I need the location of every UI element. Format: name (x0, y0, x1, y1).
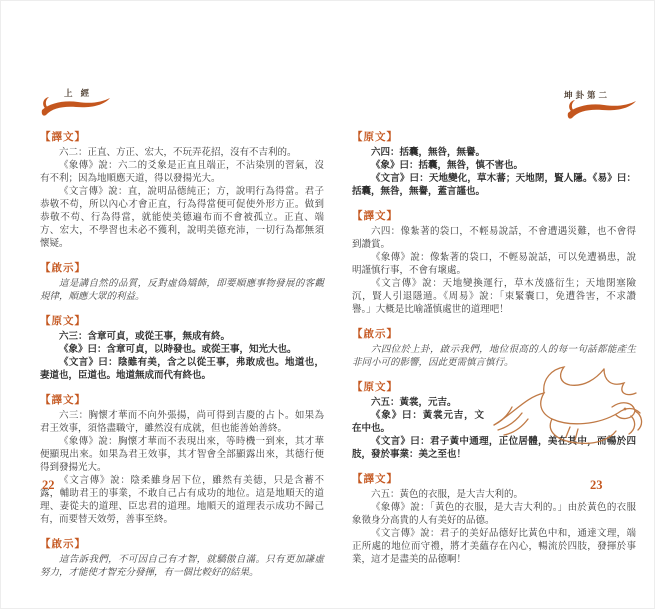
paragraph: 六四：括囊，無咎，無譽。 (371, 148, 486, 158)
section-label: 【譯文】 (40, 132, 86, 143)
paragraph: 《文言》曰：天地變化，草木蕃；天地閉，賢人隱。《易》曰：括囊，無咎，無譽，蓋言謹也。 (352, 174, 636, 197)
page-left (40, 86, 324, 580)
section-label: 【啟示】 (352, 329, 398, 340)
dragon-illustration (486, 363, 646, 459)
paragraph: 《文言》曰：君子黃中通理，正位居體，美在其中，而暢於四肢，發於事業：美之至也！ (352, 437, 636, 460)
section-translation-63 (40, 392, 324, 527)
paragraph: 六三：胸懷才華而不向外張揚，尚可得到吉慶的占卜。如果為君王效事，須恪盡職守，雖然沒有成就，但也能善始善終。 (40, 411, 324, 434)
paragraph: 《象傳》說：胸懷才華而不表現出來，等時機一到來，其才華便顯現出來。如果為君王效事，其才智會全部顯露出來，其德行便得到發揚光大。 (40, 437, 324, 473)
section-original-64 (352, 129, 636, 199)
section-translation-62 (40, 129, 324, 251)
paragraph: 《象》曰：黃裳元吉，文在中也。 (352, 411, 484, 434)
section-insight-63 (40, 536, 324, 580)
paragraph: 《文言傳》說：直，說明品德純正；方，說明行為得當。君子恭敬不苟，所以內心才會正直，行為得當便可促使外形方正。做到恭敬不苟、行為得當，就能使美德遍布而不會被孤立。正直、端方、宏大，不學習也未必不獲利，說明美德充沛，一切行為都無須懷疑。 (40, 187, 324, 249)
paragraph: 六四位於上卦，啟示我們，地位很高的人的每一句話都能產生非同小可的影響，因此更需慎言慎行。 (352, 345, 636, 368)
paragraph: 《象傳》說：六二的爻象是正直且端正，不沾染別的習氣，沒有不利；因為地順應天道，得以發揚光大。 (40, 161, 324, 184)
paragraph: 六三：含章可貞，或從王事，無成有終。 (59, 332, 231, 342)
section-label: 【譯文】 (352, 211, 398, 222)
section-original-65 (352, 379, 636, 462)
section-translation-64 (352, 208, 636, 317)
paragraph: 《象》曰：括囊，無咎，慎不害也。 (371, 161, 524, 171)
section-label: 【譯文】 (40, 395, 86, 406)
paragraph: 《文言》曰：陰雖有美，含之以從王事，弗敢成也。地道也，妻道也，臣道也。地道無成而代有終也。 (40, 358, 324, 381)
paragraph: 六四：像紮著的袋口，不輕易說話，不會遭遇災難，也不會得到讚賞。 (352, 227, 636, 250)
paragraph: 六五：黃色的衣服，是大吉大利的。 (371, 490, 524, 500)
section-label: 【原文】 (352, 382, 398, 393)
page-header-left (40, 86, 324, 120)
chapter-label-left: 上 經 (64, 88, 93, 98)
header-flourish-icon (566, 99, 638, 121)
section-insight-62 (40, 260, 324, 304)
paragraph: 這是講自然的品質，反對虛偽矯飾，即要順應事物發展的客觀規律，順應大眾的利益。 (40, 279, 324, 302)
paragraph: 《象傳》說：像紮著的袋口，不輕易說話，可以免遭禍患，說明謹慎行事，不會有壞處。 (352, 253, 636, 276)
page-header-right (352, 86, 636, 120)
chapter-label-right: 坤卦第二 (563, 90, 610, 100)
section-label: 【原文】 (40, 316, 86, 327)
paragraph: 六五：黃裳，元吉。 (371, 398, 457, 408)
section-original-63 (40, 313, 324, 383)
page-number-right: 23 (590, 478, 603, 492)
paragraph: 這告訴我們，不可因自己有才智，就驕傲自滿。只有更加謙虛努力，才能使才智充分發揮，有一個比較好的結果。 (40, 555, 324, 578)
paragraph: 六二：正直、方正、宏大，不玩弄花招，沒有不吉利的。 (59, 148, 297, 158)
page-number-left: 22 (42, 478, 55, 492)
paragraph: 《象傳》說：「黃色的衣服，是大吉大利的。」由於黃色的衣服象徵身分高貴的人有美好的品德。 (352, 503, 636, 526)
paragraph: 《文言傳》說：君子的美好品德好比黃色中和，通達文理，端正所處的地位而守禮，將才美蘊存在內心，暢流於四肢，發揮於事業，這才是盡美的品德啊！ (352, 529, 636, 565)
section-label: 【原文】 (352, 132, 398, 143)
section-label: 【啟示】 (40, 263, 86, 274)
paragraph: 《文言傳》說：陰柔雖身居下位，雖然有美德，只是含蓄不露，輔助君王的事業，不敢自己占有成功的地位。這是地順天的道理、妻從夫的道理、臣忠君的道理。地順天的道理表示成功不歸己有，而要替天效勞，善事至終。 (40, 476, 324, 525)
paragraph: 《象》曰：含章可貞，以時發也。或從王事，知光大也。 (59, 345, 297, 355)
section-label: 【譯文】 (352, 474, 398, 485)
header-flourish-icon (40, 96, 112, 118)
page-right (352, 86, 636, 567)
paragraph: 《文言傳》說：天地變換運行，草木茂盛衍生；天地閉塞險沉，賢人引退隱遁。《周易》說：「束緊囊口，免遭咎害，不求讚譽。」大概是比喻謹慎處世的道理吧！ (352, 279, 636, 315)
section-label: 【啟示】 (40, 539, 86, 550)
